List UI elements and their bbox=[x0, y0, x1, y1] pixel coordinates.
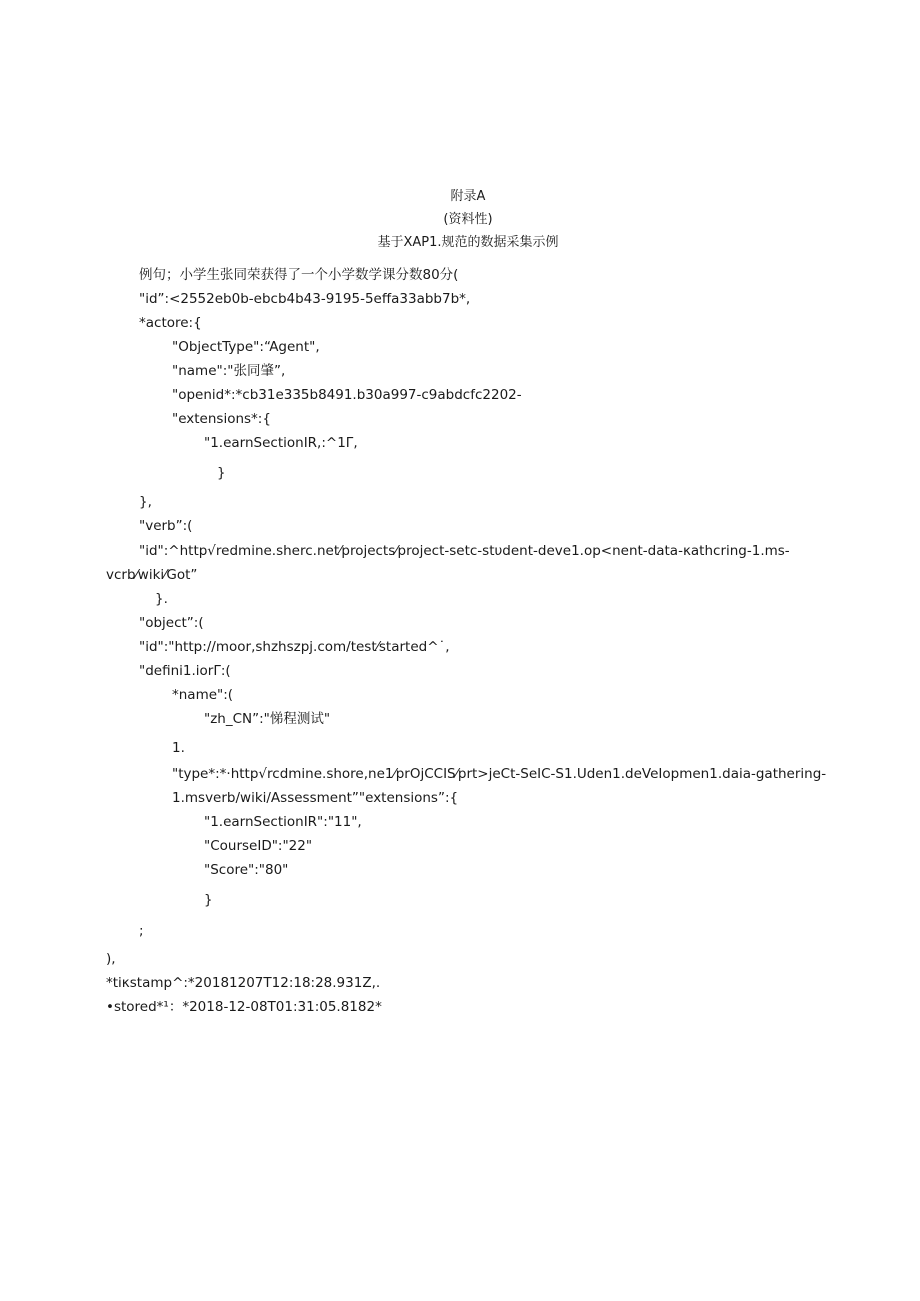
code-line: •stored*¹：*2018-12-08T01:31:05.8182* bbox=[106, 999, 382, 1015]
code-line: "Score":"80" bbox=[204, 862, 289, 878]
code-line: "1.earnSectionIR":"11", bbox=[204, 814, 362, 830]
code-line: "name":"张同肇”, bbox=[172, 363, 286, 379]
code-line: "type*:*·http√rcdmine.shore,ne1⁄prOjCCIS⁄prt>jeCt-SeIC-S1.Uden1.deVeIopmen1.daia-gathering- bbox=[172, 766, 827, 782]
code-line: *tiκstamp^:*20181207T12:18:28.931Z,. bbox=[106, 975, 381, 991]
code-line: "ObjectType":“Agent", bbox=[172, 339, 320, 355]
appendix-note: (资料性) bbox=[443, 212, 493, 227]
code-line: 1.msverb/wiki/Assessment”"extensions”:{ bbox=[172, 790, 459, 806]
code-line: ), bbox=[106, 951, 116, 967]
code-line: *actore:{ bbox=[139, 315, 202, 331]
code-line: 1. bbox=[172, 740, 185, 756]
code-line: "id":"http://moor,shzhszpj.com/test⁄started^˙, bbox=[139, 639, 450, 655]
code-line: "zh_CN”:"悌程测试" bbox=[204, 711, 331, 727]
code-line: "object”:( bbox=[139, 615, 204, 631]
code-line: "extensions*:{ bbox=[172, 411, 271, 427]
code-line: ; bbox=[139, 923, 144, 939]
code-line: "1.earnSectionIR,:^1Γ, bbox=[204, 435, 358, 451]
code-line: }, bbox=[139, 494, 152, 510]
example-intro: 例句；小学生张同荣获得了一个小学数学课分数80分( bbox=[139, 267, 459, 283]
code-line: "verb”:( bbox=[139, 518, 193, 534]
appendix-title: 基于XAP1.规范的数据采集示例 bbox=[377, 235, 559, 250]
code-line: } bbox=[204, 892, 213, 908]
code-line: "defini1.iorΓ:( bbox=[139, 663, 231, 679]
code-line: "openid*:*cb31e335b8491.b30a997-c9abdcfc2202- bbox=[172, 387, 522, 403]
code-line: "id”:<2552eb0b-ebcb4b43-9195-5effa33abb7b*, bbox=[139, 291, 471, 307]
code-line: } bbox=[217, 465, 226, 481]
code-line: *name":( bbox=[172, 687, 234, 703]
code-line: }. bbox=[155, 591, 168, 607]
appendix-label: 附录A bbox=[450, 189, 486, 204]
code-line: "CourseID":"22" bbox=[204, 838, 313, 854]
code-line: "id":^http√redmine.sherc.net⁄projects⁄project-setc-stυdent-deve1.op<nent-data-κathcring-1.ms- bbox=[139, 543, 790, 559]
code-line: vcrb⁄wiki⁄Got” bbox=[106, 567, 198, 583]
